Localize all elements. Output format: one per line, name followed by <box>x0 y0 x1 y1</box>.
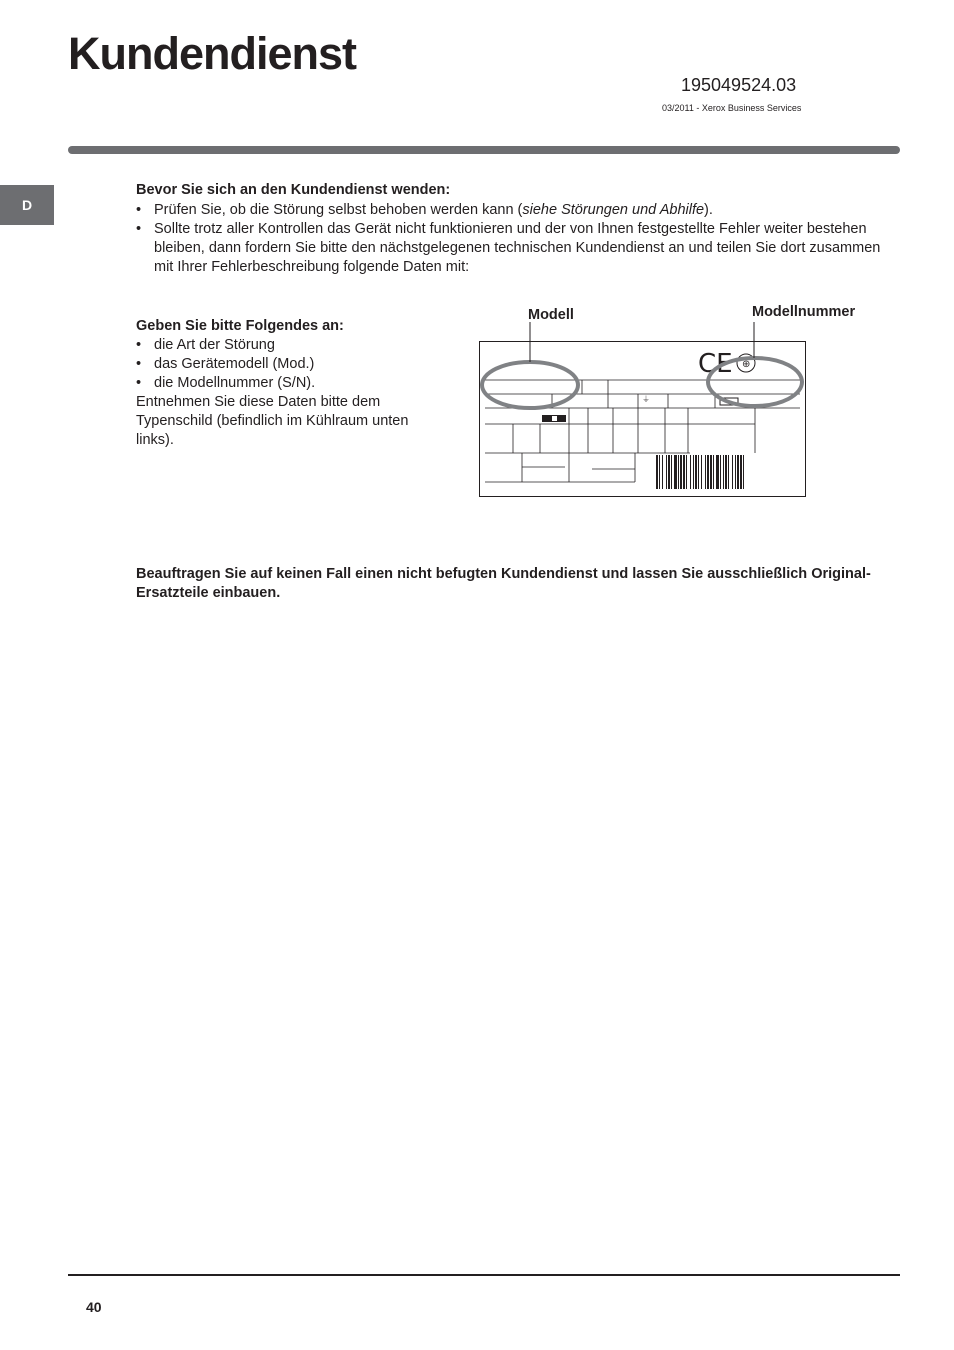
list-item <box>136 355 314 374</box>
list-item-text: die Art der Störung <box>154 337 275 353</box>
barcode-bar <box>674 455 677 489</box>
warning-text: Beauftragen Sie auf keinen Fall einen nicht befugten Kundendienst und lassen Sie ausschließlich Original-Ersatzteile einbauen. <box>136 566 871 602</box>
bullet-marker: • <box>136 337 142 353</box>
ce-mark-icon: CE <box>698 349 733 379</box>
list-item-text: die Modellnummer (S/N). <box>154 375 316 391</box>
bullet-marker: • <box>136 202 142 218</box>
list-item-text-part: ). <box>704 202 713 218</box>
barcode-bar <box>659 455 660 489</box>
barcode-bar <box>678 455 679 489</box>
list-item <box>136 201 881 220</box>
barcode-bar <box>693 455 694 489</box>
barcode-bar <box>656 455 658 489</box>
bullet-marker: • <box>136 221 142 237</box>
barcode-bar <box>705 455 706 489</box>
barcode-bar <box>690 455 691 489</box>
cross-reference: siehe Störungen und Abhilfe <box>522 202 705 218</box>
barcode-bar <box>735 455 736 489</box>
barcode-bar <box>732 455 733 489</box>
list-item <box>136 374 315 393</box>
barcode-bar <box>683 455 685 489</box>
approval-mark-glyph: ⊕ <box>742 359 751 370</box>
document-meta: 03/2011 - Xerox Business Services <box>662 103 802 113</box>
barcode-bar <box>662 455 663 489</box>
nameplate-location-text: Entnehmen Sie diese Daten bitte dem Typenschild (befindlich im Kühlraum unten links). <box>136 394 409 449</box>
barcode-bar <box>728 455 729 489</box>
list-item <box>136 336 275 355</box>
barcode-bar <box>701 455 702 489</box>
document-number: 195049524.03 <box>681 75 797 95</box>
bullet-marker: • <box>136 375 142 391</box>
header-divider <box>68 146 900 154</box>
section-heading-before-contact: Bevor Sie sich an den Kundendienst wenden: <box>136 182 451 198</box>
page-title: Kundendienst <box>68 28 356 79</box>
list-item-text-part: Prüfen Sie, ob die Störung selbst behoben werden kann ( <box>154 202 523 218</box>
bullet-marker: • <box>136 356 142 372</box>
energy-symbol-detail <box>552 416 557 421</box>
list-item-text: Sollte trotz aller Kontrollen das Gerät nicht funktionieren und der von Ihnen festgestellte Fehler weiter bestehen bleiben, dann fordern Sie bitte den nächstgelegenen technischen Kundendienst an und teilen Sie dort zusammen mit Ihrer Fehlerbeschreibung folgende Daten mit: <box>154 221 881 276</box>
barcode-bar <box>695 455 697 489</box>
callout-label-serial: Modellnummer <box>752 304 856 320</box>
barcode-bar <box>710 455 712 489</box>
nameplate-diagram <box>470 322 815 502</box>
barcode-bar <box>668 455 670 489</box>
barcode-bar <box>743 455 744 489</box>
plug-icon: ⏚ <box>642 395 650 404</box>
barcode-bar <box>737 455 739 489</box>
language-tab: D <box>0 185 54 225</box>
barcode-bar <box>713 455 714 489</box>
list-item <box>136 220 881 278</box>
list-item-text: das Gerätemodell (Mod.) <box>154 356 315 372</box>
barcode-bar <box>707 455 709 489</box>
page-number: 40 <box>86 1299 102 1315</box>
barcode-bar <box>720 455 721 489</box>
barcode-bar <box>686 455 687 489</box>
nameplate-border <box>480 342 806 497</box>
footer-divider <box>68 1274 900 1276</box>
barcode-bar <box>740 455 742 489</box>
barcode-bar <box>698 455 699 489</box>
barcode-bar <box>680 455 682 489</box>
barcode-bar <box>671 455 672 489</box>
callout-label-model: Modell <box>528 307 574 323</box>
list-item-text <box>154 201 881 220</box>
barcode-bar <box>666 455 667 489</box>
barcode-bar <box>716 455 719 489</box>
barcode-bar <box>725 455 727 489</box>
section-heading-info: Geben Sie bitte Folgendes an: <box>136 318 344 334</box>
barcode-bar <box>723 455 724 489</box>
